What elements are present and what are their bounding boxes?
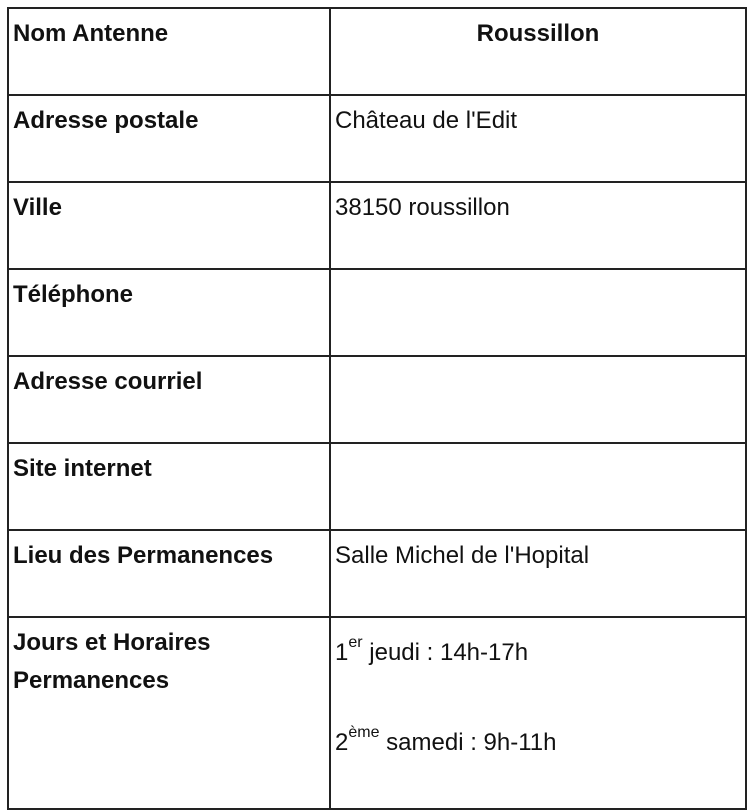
postal-address-label: Adresse postale bbox=[8, 95, 330, 182]
table-row-email bbox=[8, 356, 746, 443]
header-label: Nom Antenne bbox=[8, 8, 330, 95]
phone-label: Téléphone bbox=[8, 269, 330, 356]
header-value: Roussillon bbox=[330, 8, 746, 95]
table-row-phone bbox=[8, 269, 746, 356]
schedule-entry-suffix: ème bbox=[348, 724, 380, 741]
schedule-entry-ordinal: 2 bbox=[335, 729, 349, 756]
schedule-entry-suffix: er bbox=[348, 634, 363, 651]
table-row-schedule bbox=[8, 617, 746, 809]
antenna-info-table bbox=[7, 7, 747, 810]
email-label: Adresse courriel bbox=[8, 356, 330, 443]
schedule-entry-text: samedi : 9h-11h bbox=[379, 729, 557, 756]
schedule-label bbox=[8, 617, 330, 809]
table-row-city bbox=[8, 182, 746, 269]
postal-address-value: Château de l'Edit bbox=[330, 95, 746, 182]
table-row-venue bbox=[8, 530, 746, 617]
schedule-label-line1: Jours et Horaires bbox=[13, 629, 211, 656]
phone-value bbox=[330, 269, 746, 356]
city-value: 38150 roussillon bbox=[330, 182, 746, 269]
venue-label: Lieu des Permanences bbox=[8, 530, 330, 617]
schedule-label-line2: Permanences bbox=[13, 667, 170, 694]
website-label: Site internet bbox=[8, 443, 330, 530]
venue-value: Salle Michel de l'Hopital bbox=[330, 530, 746, 617]
schedule-entry-second bbox=[335, 724, 741, 762]
schedule-entry-first bbox=[335, 634, 741, 672]
table-row-postal-address bbox=[8, 95, 746, 182]
schedule-value bbox=[330, 617, 746, 809]
email-value bbox=[330, 356, 746, 443]
city-label: Ville bbox=[8, 182, 330, 269]
schedule-entry-ordinal: 1 bbox=[335, 639, 349, 666]
table-row-website bbox=[8, 443, 746, 530]
website-value bbox=[330, 443, 746, 530]
table-row-header bbox=[8, 8, 746, 95]
schedule-entry-text: jeudi : 14h-17h bbox=[362, 639, 529, 666]
